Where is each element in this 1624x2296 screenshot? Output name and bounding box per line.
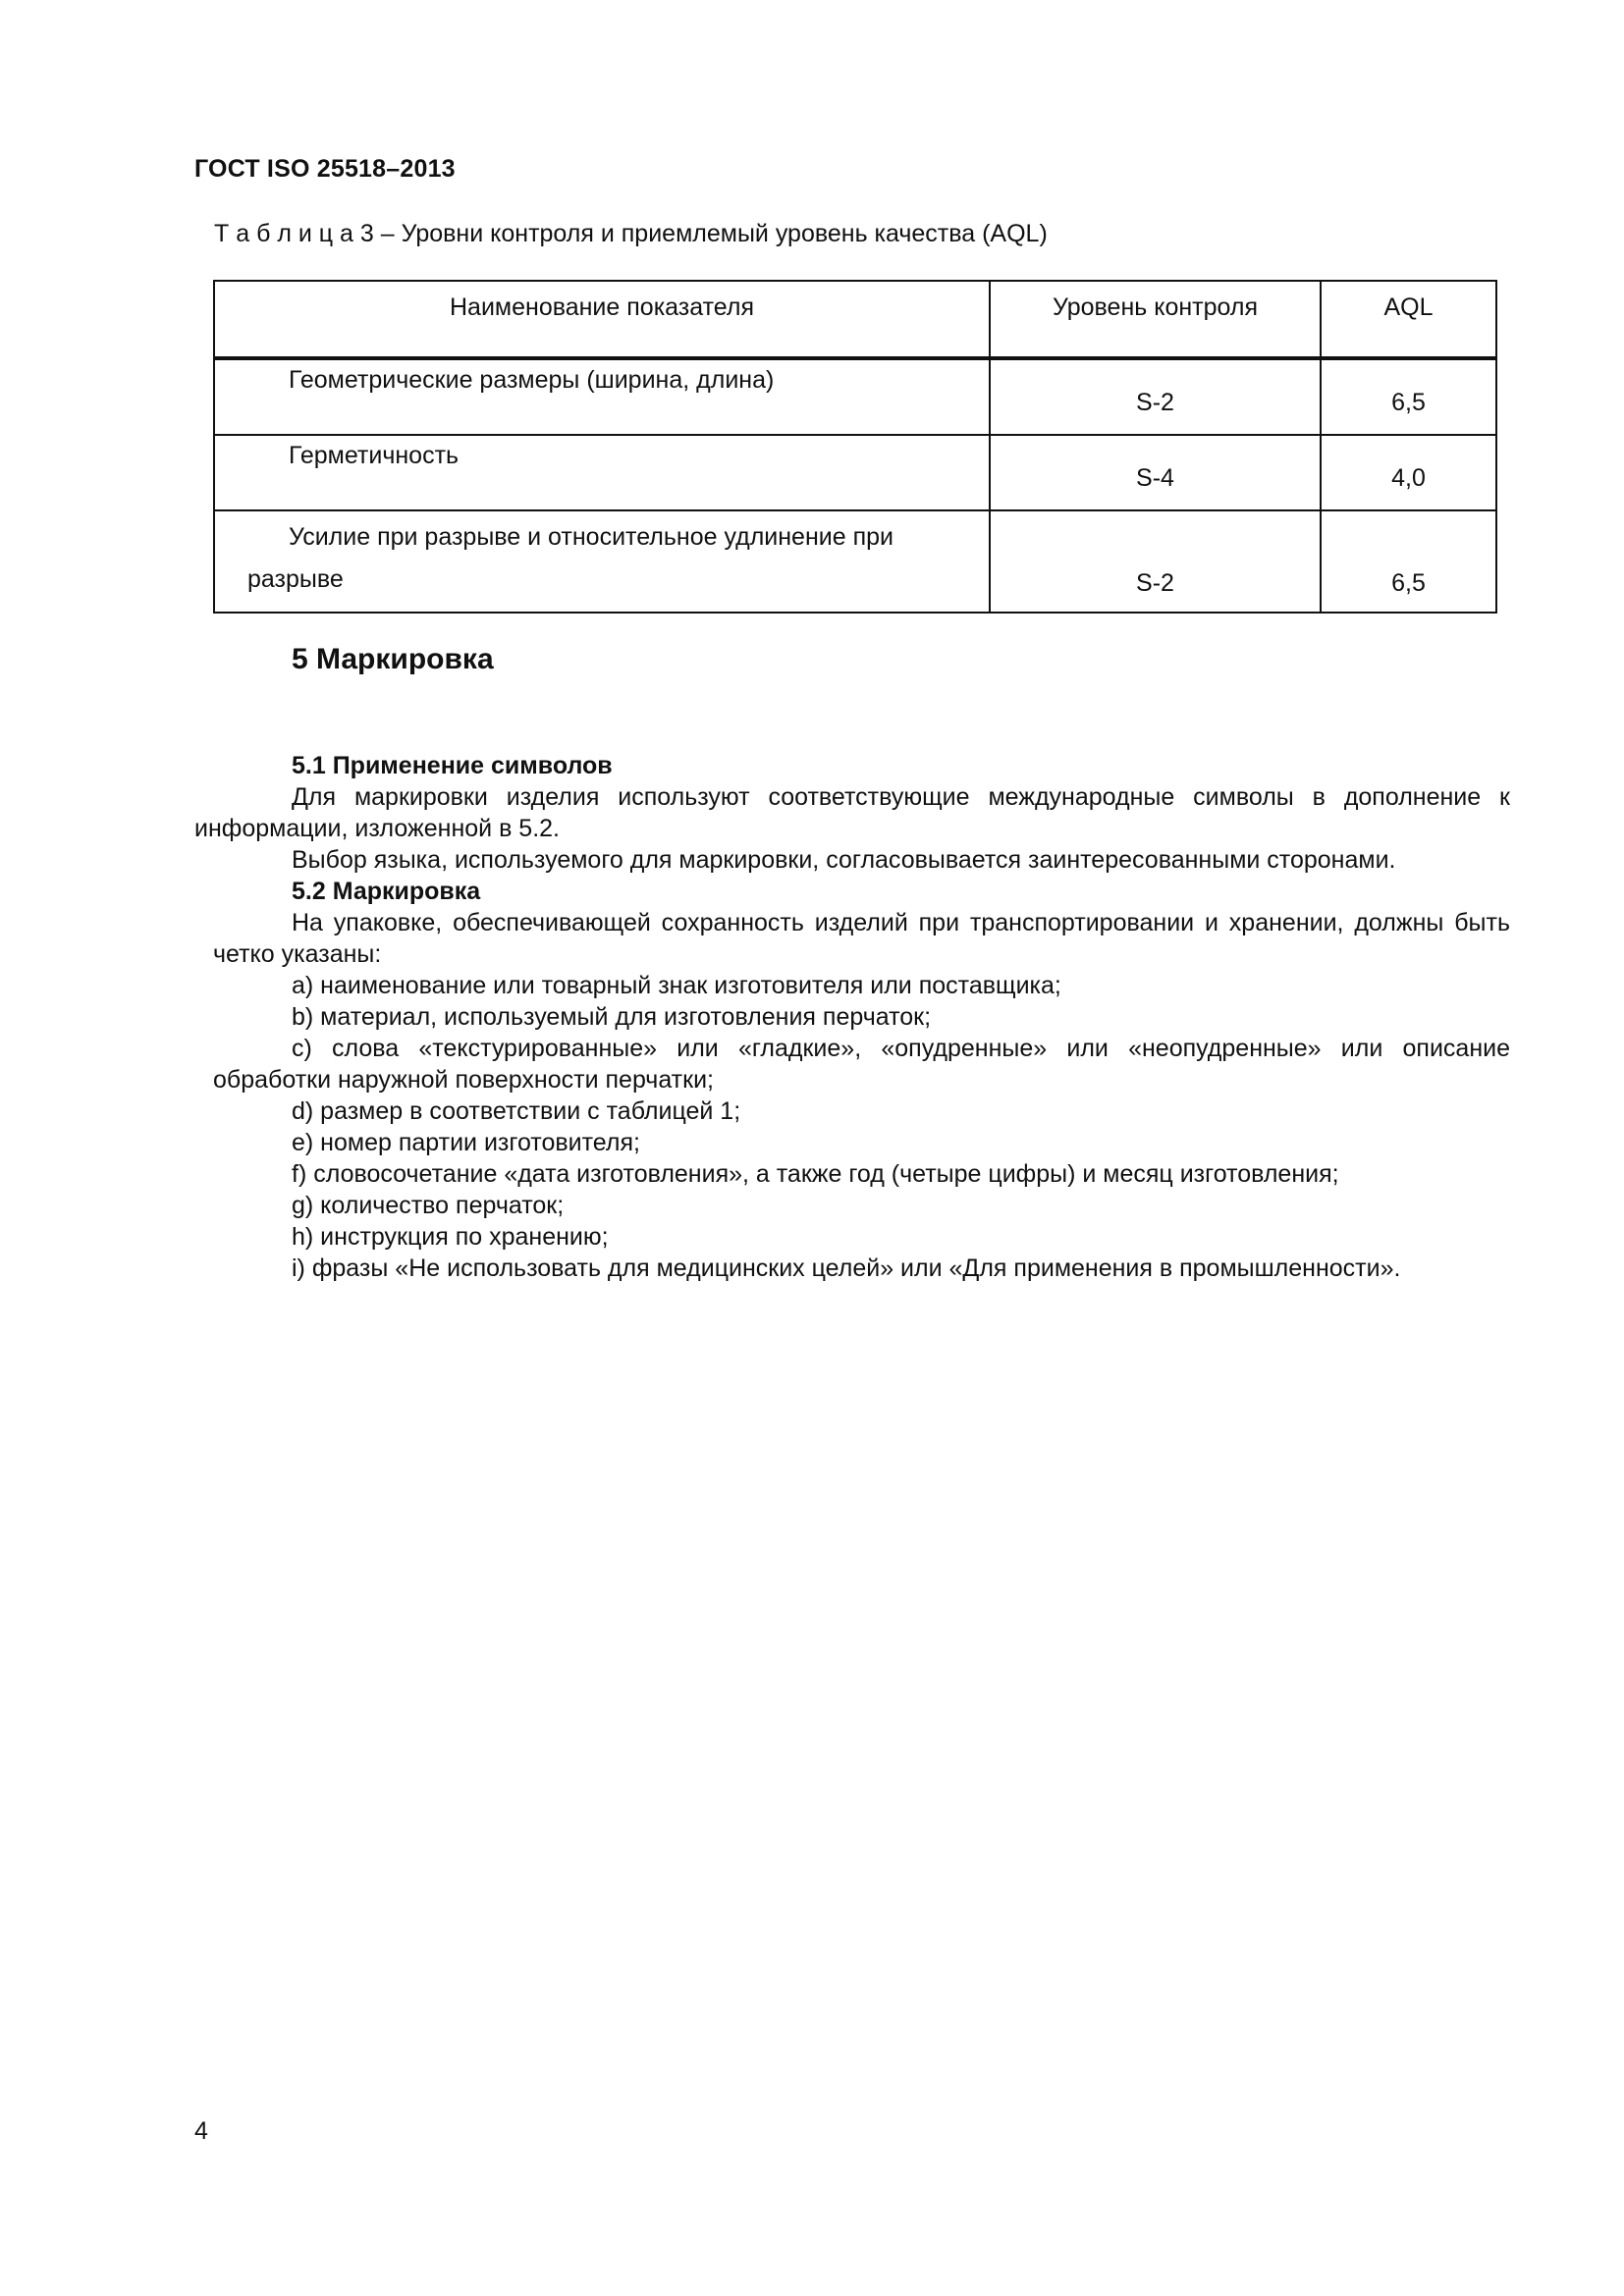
list-item: g) количество перчаток; xyxy=(292,1192,565,1219)
subsection-title-5-1: 5.1 Применение символов xyxy=(292,752,613,779)
paragraph: На упаковке, обеспечивающей сохранность изделий при транспортировании и хранении, должны быть четко указаны: xyxy=(213,909,1510,968)
list-item: h) инструкция по хранению; xyxy=(292,1223,609,1251)
row-name: Геометрические размеры (ширина, длина) xyxy=(214,358,990,435)
column-header-aql: AQL xyxy=(1321,281,1496,358)
list-item: f) словосочетание «дата изготовления», а также год (четыре цифры) и месяц изготовления; xyxy=(292,1160,1339,1188)
row-level: S-2 xyxy=(990,358,1321,435)
section-title: 5 Маркировка xyxy=(292,643,494,675)
table-row xyxy=(214,510,1496,613)
row-aql: 6,5 xyxy=(1321,510,1496,613)
list-item: a) наименование или товарный знак изготовителя или поставщика; xyxy=(292,972,1061,999)
list-item: e) номер партии изготовителя; xyxy=(292,1129,640,1156)
page-number: 4 xyxy=(194,2117,208,2145)
paragraph: Выбор языка, используемого для маркировки, согласовывается заинтересованными сторонами. xyxy=(292,846,1396,874)
column-header-level: Уровень контроля xyxy=(990,281,1321,358)
table-header-row xyxy=(214,281,1496,358)
row-aql: 6,5 xyxy=(1321,358,1496,435)
paragraph: Для маркировки изделия используют соответствующие международные символы в дополнение к информации, изложенной в 5.2. xyxy=(194,783,1510,842)
aql-table xyxy=(213,280,1497,614)
row-name: Герметичность xyxy=(214,435,990,510)
list-item: d) размер в соответствии с таблицей 1; xyxy=(292,1097,741,1125)
row-level: S-4 xyxy=(990,435,1321,510)
table-row xyxy=(214,358,1496,435)
table-row xyxy=(214,435,1496,510)
table-caption: Т а б л и ц а 3 – Уровни контроля и приемлемый уровень качества (AQL) xyxy=(214,220,1048,247)
row-name xyxy=(214,510,990,613)
row-aql: 4,0 xyxy=(1321,435,1496,510)
list-item: i) фразы «Не использовать для медицинских целей» или «Для применения в промышленности». xyxy=(292,1255,1401,1282)
subsection-title-5-2: 5.2 Маркировка xyxy=(292,878,481,905)
list-item: c) слова «текстурированные» или «гладкие», «опудренные» или «неопудренные» или описание обработки наружной поверхности перчатки; xyxy=(213,1035,1510,1094)
list-item: b) материал, используемый для изготовления перчаток; xyxy=(292,1003,932,1031)
section-body xyxy=(194,750,1510,1284)
row-name-line2: разрыве xyxy=(247,565,344,593)
document-header: ГОСТ ISO 25518–2013 xyxy=(194,155,456,183)
row-level: S-2 xyxy=(990,510,1321,613)
row-name-line1: Усилие при разрыве и относительное удлинение при xyxy=(289,523,893,551)
column-header-name: Наименование показателя xyxy=(214,281,990,358)
